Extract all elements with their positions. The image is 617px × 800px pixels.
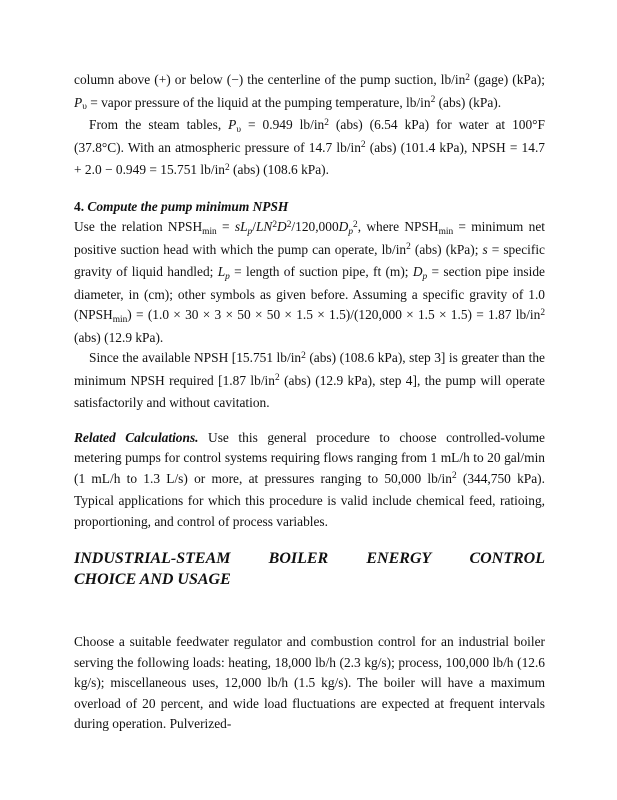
section-title-word: ENERGY xyxy=(366,550,432,567)
section-title xyxy=(74,548,545,590)
section-title-word: BOILER xyxy=(268,550,329,567)
step-heading xyxy=(74,197,545,218)
related-calculations-label: Related Calculations. xyxy=(74,429,199,445)
paragraph-definitions: column above (+) or below (−) the centerline of the pump suction, $lb/in^2$ (gage) (kPa); $P_\upsilon$ = vapor pressure of the liquid at the pumping temperature, $lb/in^2$ (abs) (kPa). xyxy=(74,72,545,113)
paragraph-steam-tables: From the steam tables, $P_\upsilon = 0.949$ $lb/in^2$ (abs) (6.54 kPa) for water at 100°F (37.8°C). With an atmospheric pressure of 14.7 $lb/in^2$ (abs) (101.4 kPa), NPSH = 14.7 + 2.0 − 0.949 = 15.751 $lb/in^2$ (abs) (108.6 kPa). xyxy=(74,117,545,177)
section-title-line-1 xyxy=(74,548,545,569)
paragraph-relation: Use the relation $NPSH_{min} = sL_p/LN^2D^2/120,000D_p^2$, where $NPSH_{min}$ = minimum net positive suction head with which the pump can operate, $lb/in^2$ (abs) (kPa); s = specific gravity of liquid handled; $L_p$ = length of suction pipe, ft (m); $D_p$ = section pipe inside diameter, in (cm); other symbols as given before. Assuming a specific gravity of 1.0 $(NPSH_{min}) = (1.0 \times 30 \times 3 \times 50 \times 50 \times 1.5 \times 1.5)/(120,000 \times 1.5 \times 1.5) = 1.87$ $lb/in^2$ (abs) (12.9 kPa). xyxy=(74,219,545,345)
section-title-word: CONTROL xyxy=(469,550,545,567)
step-title: Compute the pump minimum NPSH xyxy=(87,198,289,214)
document-page xyxy=(74,70,545,735)
paragraph-problem-statement: Choose a suitable feedwater regulator and combustion control for an industrial boiler serving the following loads: heating, 18,000 lb/h (2.3 kg/s); process, 100,000 lb/h (12.6 kg/s); miscellaneous uses, 12,000 lb/h (1.5 kg/s). The boiler will have a maximum overload of 20 percent, and wide load fluctuations are expected at frequent intervals during operation. Pulverized- xyxy=(74,634,545,731)
section-title-line-2: CHOICE AND USAGE xyxy=(74,571,231,588)
paragraph-related-calculations: Related Calculations. Use this general procedure to choose controlled-volume metering pumps for control systems requiring flows ranging from 1 mL/h to 20 gal/min (1 mL/h to 1.3 L/s) or more, at pressures ranging to 50,000 $lb/in^2$ (344,750 kPa). Typical applications for which this procedure is valid include chemical feed, ratioing, proportioning, and control of process variables. xyxy=(74,429,545,529)
paragraph-conclusion: Since the available NPSH [15.751 $lb/in^2$ (abs) (108.6 kPa), step 3] is greater than the minimum NPSH required [1.87 $lb/in^2$ (abs) (12.9 kPa), step 4], the pump will operate satisfactorily and without cavitation. xyxy=(74,350,545,410)
section-title-word: INDUSTRIAL-STEAM xyxy=(74,550,231,567)
step-number: 4. xyxy=(74,198,85,214)
